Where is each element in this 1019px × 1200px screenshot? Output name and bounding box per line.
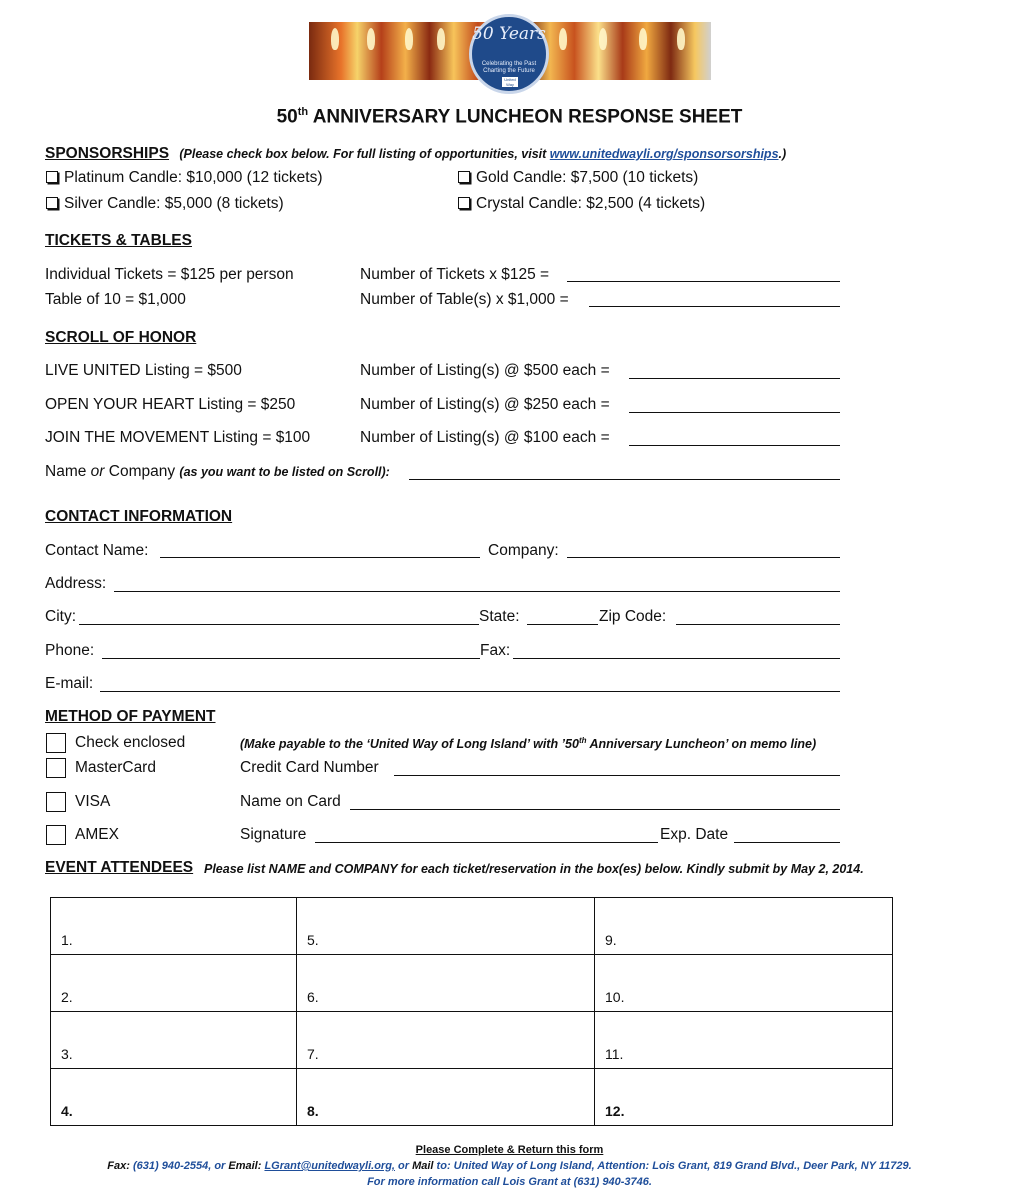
company-label: Company: bbox=[488, 542, 559, 559]
mastercard-label: MasterCard bbox=[75, 759, 156, 776]
attendee-box[interactable]: 3. bbox=[51, 1012, 297, 1069]
fax-label: Fax: bbox=[480, 642, 511, 659]
num-tables-label: Number of Table(s) x $1,000 = bbox=[360, 291, 569, 308]
contact-section-header: CONTACT INFORMATION bbox=[45, 508, 233, 525]
card-number-field[interactable] bbox=[394, 775, 840, 776]
company-field[interactable] bbox=[567, 557, 840, 558]
email-label: E-mail: bbox=[45, 675, 94, 692]
tickets-section-header: TICKETS & TABLES bbox=[45, 232, 192, 249]
attendee-box[interactable]: 5. bbox=[297, 898, 595, 955]
check-payable-note: (Make payable to the ‘United Way of Long Island’ with ’50th Anniversary Luncheon’ on memo line) bbox=[240, 736, 817, 752]
footer-return-instructions: Please Complete & Return this form bbox=[415, 1144, 604, 1156]
visa-label: VISA bbox=[75, 793, 111, 810]
open-your-heart-count-field[interactable] bbox=[629, 412, 840, 413]
attendee-box[interactable]: 8. bbox=[297, 1069, 595, 1126]
scroll-listing-field-label: Number of Listing(s) @ $500 each = bbox=[360, 362, 610, 379]
checkbox-icon[interactable] bbox=[458, 197, 470, 209]
scroll-listing-field-label: Number of Listing(s) @ $250 each = bbox=[360, 396, 610, 413]
check-enclosed-checkbox[interactable] bbox=[46, 733, 66, 753]
amex-checkbox[interactable] bbox=[46, 825, 66, 845]
attendee-box[interactable]: 6. bbox=[297, 955, 595, 1012]
scroll-listing-field-label: Number of Listing(s) @ $100 each = bbox=[360, 429, 610, 446]
seal-years-text: 50 Years bbox=[472, 24, 546, 44]
scroll-name-label: Name or Company (as you want to be listed on Scroll): bbox=[45, 463, 390, 480]
checkbox-icon[interactable] bbox=[46, 171, 58, 183]
scroll-listing-label: JOIN THE MOVEMENT Listing = $100 bbox=[45, 429, 311, 446]
join-the-movement-count-field[interactable] bbox=[629, 445, 840, 446]
name-on-card-label: Name on Card bbox=[240, 793, 341, 810]
num-tables-field[interactable] bbox=[589, 306, 840, 307]
phone-label: Phone: bbox=[45, 642, 95, 659]
attendee-box[interactable]: 2. bbox=[51, 955, 297, 1012]
page-title: 50th ANNIVERSARY LUNCHEON RESPONSE SHEET bbox=[276, 106, 743, 128]
checkbox-icon[interactable] bbox=[458, 171, 470, 183]
state-field[interactable] bbox=[527, 624, 598, 625]
signature-label: Signature bbox=[240, 826, 307, 843]
address-field[interactable] bbox=[114, 591, 840, 592]
attendee-box[interactable]: 1. bbox=[51, 898, 297, 955]
attendee-box[interactable]: 10. bbox=[595, 955, 893, 1012]
signature-field[interactable] bbox=[315, 842, 658, 843]
footer-info-line: For more information call Lois Grant at (631) 940-3746. bbox=[367, 1176, 652, 1188]
phone-field[interactable] bbox=[102, 658, 480, 659]
attendee-box[interactable]: 4. bbox=[51, 1069, 297, 1126]
checkbox-icon[interactable] bbox=[46, 197, 58, 209]
individual-tickets-label: Individual Tickets = $125 per person bbox=[45, 266, 294, 283]
state-label: State: bbox=[479, 608, 520, 625]
zip-field[interactable] bbox=[676, 624, 840, 625]
attendee-box[interactable]: 11. bbox=[595, 1012, 893, 1069]
fax-field[interactable] bbox=[513, 658, 840, 659]
sponsorships-section-header: SPONSORSHIPS (Please check box below. For full listing of opportunities, visit www.unitedwayli.org/sponsorsorships.) bbox=[45, 145, 787, 162]
name-on-card-field[interactable] bbox=[350, 809, 840, 810]
attendee-box[interactable]: 12. bbox=[595, 1069, 893, 1126]
visa-checkbox[interactable] bbox=[46, 792, 66, 812]
num-tickets-label: Number of Tickets x $125 = bbox=[360, 266, 550, 283]
scroll-of-honor-header: SCROLL OF HONOR bbox=[45, 329, 197, 346]
zip-label: Zip Code: bbox=[599, 608, 667, 625]
scroll-listing-label: OPEN YOUR HEART Listing = $250 bbox=[45, 396, 296, 413]
footer-contact-line: Fax: (631) 940-2554, or Email: LGrant@unitedwayli.org, or Mail to: United Way of Long Island, Attention: Lois Grant, 819 Grand Blvd., Deer Park, NY 11729. bbox=[107, 1160, 912, 1172]
num-tickets-field[interactable] bbox=[567, 281, 840, 282]
address-label: Address: bbox=[45, 575, 107, 592]
attendees-section-header: EVENT ATTENDEES bbox=[45, 859, 194, 876]
payment-section-header: METHOD OF PAYMENT bbox=[45, 708, 216, 725]
live-united-count-field[interactable] bbox=[629, 378, 840, 379]
scroll-listing-label: LIVE UNITED Listing = $500 bbox=[45, 362, 242, 379]
city-field[interactable] bbox=[79, 624, 479, 625]
contact-name-label: Contact Name: bbox=[45, 542, 149, 559]
sponsorship-option-crystal[interactable]: Crystal Candle: $2,500 (4 tickets) bbox=[458, 195, 705, 213]
seal-tagline: Celebrating the Past Charting the Future bbox=[481, 61, 537, 74]
exp-date-label: Exp. Date bbox=[660, 826, 729, 843]
amex-label: AMEX bbox=[75, 826, 119, 843]
attendees-note: Please list NAME and COMPANY for each ticket/reservation in the box(es) below. Kindly submit by May 2, 2014. bbox=[204, 862, 864, 876]
scroll-name-field[interactable] bbox=[409, 479, 840, 480]
anniversary-seal-logo bbox=[469, 14, 549, 94]
table-of-ten-label: Table of 10 = $1,000 bbox=[45, 291, 186, 308]
city-label: City: bbox=[45, 608, 76, 625]
mastercard-checkbox[interactable] bbox=[46, 758, 66, 778]
sponsorship-option-gold[interactable]: Gold Candle: $7,500 (10 tickets) bbox=[458, 169, 698, 187]
attendees-table bbox=[50, 897, 893, 1126]
card-number-label: Credit Card Number bbox=[240, 759, 379, 776]
attendee-box[interactable]: 9. bbox=[595, 898, 893, 955]
check-enclosed-label: Check enclosed bbox=[75, 734, 186, 751]
seal-united-way-logo: United Way bbox=[502, 77, 518, 87]
contact-name-field[interactable] bbox=[160, 557, 480, 558]
footer-email-link[interactable]: LGrant@unitedwayli.org, bbox=[264, 1160, 395, 1172]
email-field[interactable] bbox=[100, 691, 840, 692]
sponsorship-option-platinum[interactable]: Platinum Candle: $10,000 (12 tickets) bbox=[46, 169, 322, 187]
exp-date-field[interactable] bbox=[734, 842, 840, 843]
sponsorships-link[interactable]: www.unitedwayli.org/sponsorsorships bbox=[549, 147, 779, 161]
sponsorship-option-silver[interactable]: Silver Candle: $5,000 (8 tickets) bbox=[46, 195, 284, 213]
attendee-box[interactable]: 7. bbox=[297, 1012, 595, 1069]
